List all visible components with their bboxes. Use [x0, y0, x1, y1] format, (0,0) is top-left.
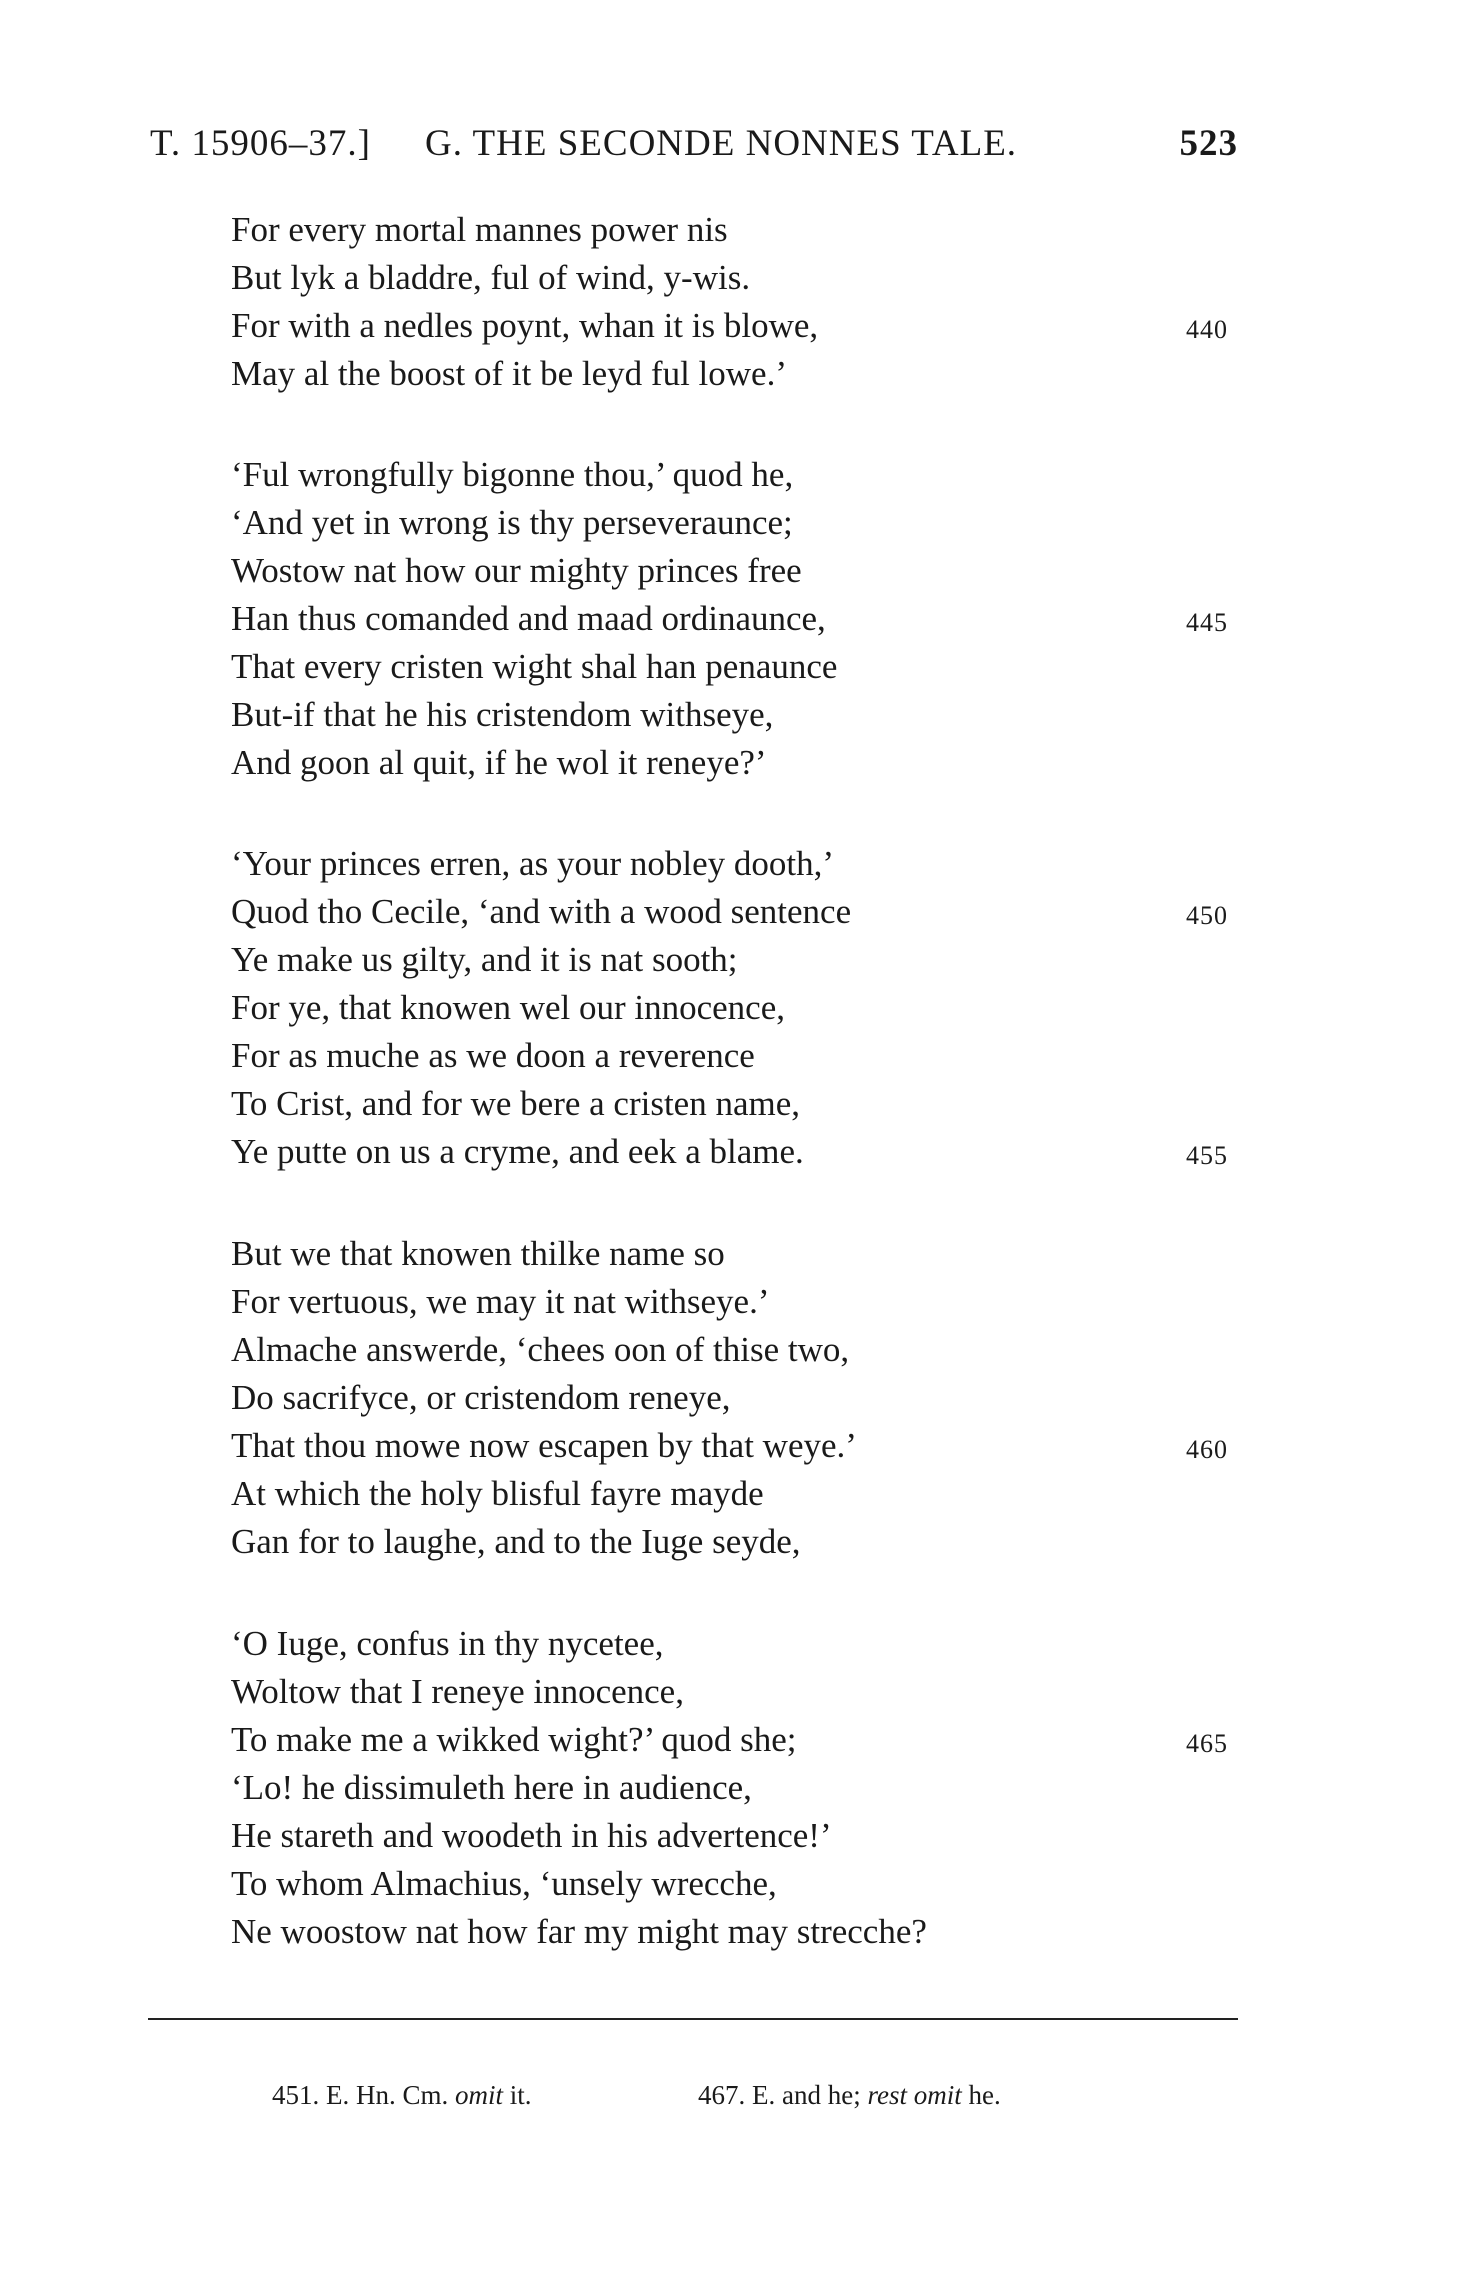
- line-number: 445: [1186, 608, 1228, 637]
- verse-text: He stareth and woodeth in his advertence!’: [231, 1816, 832, 1855]
- verse-line: [231, 350, 1241, 398]
- verse-line: [231, 1470, 1241, 1518]
- verse-line: [231, 1128, 1241, 1176]
- verse-line: [231, 254, 1241, 302]
- verse-line: [231, 1620, 1241, 1668]
- verse-text: To whom Almachius, ‘unsely wrecche,: [231, 1864, 777, 1903]
- verse-line: [231, 1374, 1241, 1422]
- footnote-text: it.: [509, 2080, 532, 2110]
- verse-line: [231, 1764, 1241, 1812]
- verse-line: [231, 302, 1241, 350]
- page-number: 523: [1179, 123, 1238, 164]
- verse-line: [231, 984, 1241, 1032]
- verse-text: ‘And yet in wrong is thy perseveraunce;: [231, 503, 793, 542]
- verse-text: For vertuous, we may it nat withseye.’: [231, 1282, 770, 1321]
- verse-line: [231, 1908, 1241, 1956]
- verse-line: [231, 1032, 1241, 1080]
- footnote-text: he.: [968, 2080, 1001, 2110]
- line-number: 465: [1186, 1729, 1228, 1758]
- verse-text: Gan for to laughe, and to the Iuge seyde,: [231, 1522, 801, 1561]
- line-number: 460: [1186, 1435, 1228, 1464]
- footnote: [698, 2080, 1001, 2111]
- verse-line: [231, 1518, 1241, 1566]
- stanza-3: [231, 840, 1241, 1176]
- verse-line: [231, 643, 1241, 691]
- verse-text: May al the boost of it be leyd ful lowe.’: [231, 354, 787, 393]
- verse-text: Do sacrifyce, or cristendom reneye,: [231, 1378, 731, 1417]
- verse-line: [231, 1326, 1241, 1374]
- verse-text: ‘Your princes erren, as your nobley dooth,’: [231, 844, 834, 883]
- footnote-italic: rest omit: [867, 2080, 962, 2110]
- stanza-5: [231, 1620, 1241, 1956]
- verse-line: [231, 206, 1241, 254]
- verse-text: But we that knowen thilke name so: [231, 1234, 725, 1273]
- verse-text: Wostow nat how our mighty princes free: [231, 551, 802, 590]
- verse-text: Han thus comanded and maad ordinaunce,: [231, 599, 826, 638]
- verse-line: [231, 1080, 1241, 1128]
- verse-line: [231, 451, 1241, 499]
- verse-text: To make me a wikked wight?’ quod she;: [231, 1720, 797, 1759]
- verse-line: [231, 888, 1241, 936]
- verse-line: [231, 1230, 1241, 1278]
- verse-text: Woltow that I reneye innocence,: [231, 1672, 684, 1711]
- verse-text: But lyk a bladdre, ful of wind, y-wis.: [231, 258, 751, 297]
- footnote-ref: 467.: [698, 2080, 746, 2110]
- footnotes: [0, 2080, 1473, 2120]
- footnote-text: E. and he;: [752, 2080, 861, 2110]
- verse-text: ‘Ful wrongfully bigonne thou,’ quod he,: [231, 455, 794, 494]
- stanza-2: [231, 451, 1241, 787]
- verse-line: [231, 1812, 1241, 1860]
- verse-text: For every mortal mannes power nis: [231, 210, 728, 249]
- footnote-divider: [148, 2018, 1238, 2020]
- verse-text: ‘O Iuge, confus in thy nycetee,: [231, 1624, 664, 1663]
- verse-text: Quod tho Cecile, ‘and with a wood sentence: [231, 892, 852, 931]
- verse-text: At which the holy blisful fayre mayde: [231, 1474, 764, 1513]
- verse-text: Almache answerde, ‘chees oon of thise two,: [231, 1330, 850, 1369]
- verse-text: And goon al quit, if he wol it reneye?’: [231, 743, 767, 782]
- verse-text: Ne woostow nat how far my might may strecche?: [231, 1912, 927, 1951]
- verse-line: [231, 547, 1241, 595]
- verse-text: For as muche as we doon a reverence: [231, 1036, 755, 1075]
- verse-text: For with a nedles poynt, whan it is blowe,: [231, 306, 819, 345]
- verse-text: Ye make us gilty, and it is nat sooth;: [231, 940, 738, 979]
- verse-text: That thou mowe now escapen by that weye.’: [231, 1426, 857, 1465]
- line-number: 440: [1186, 315, 1228, 344]
- verse-text: Ye putte on us a cryme, and eek a blame.: [231, 1132, 804, 1171]
- stanza-1: [231, 206, 1241, 398]
- verse-text: That every cristen wight shal han penaunce: [231, 647, 838, 686]
- verse-line: [231, 1422, 1241, 1470]
- verse-line: [231, 1278, 1241, 1326]
- verse-line: [231, 595, 1241, 643]
- verse-text: But-if that he his cristendom withseye,: [231, 695, 774, 734]
- footnote-italic: omit: [455, 2080, 504, 2110]
- verse-text: To Crist, and for we bere a cristen name,: [231, 1084, 801, 1123]
- verse-line: [231, 840, 1241, 888]
- stanza-4: [231, 1230, 1241, 1566]
- line-signature: T. 15906–37.]: [150, 123, 371, 164]
- verse-line: [231, 1716, 1241, 1764]
- verse-line: [231, 691, 1241, 739]
- verse-text: ‘Lo! he dissimuleth here in audience,: [231, 1768, 752, 1807]
- verse-text: For ye, that knowen wel our innocence,: [231, 988, 786, 1027]
- line-number: 450: [1186, 901, 1228, 930]
- running-header: [150, 122, 1238, 170]
- verse-line: [231, 739, 1241, 787]
- verse-line: [231, 936, 1241, 984]
- verse-line: [231, 499, 1241, 547]
- footnote-text: E. Hn. Cm.: [326, 2080, 449, 2110]
- footnote: [272, 2080, 532, 2111]
- verse-line: [231, 1860, 1241, 1908]
- verse-line: [231, 1668, 1241, 1716]
- footnote-ref: 451.: [272, 2080, 320, 2110]
- line-number: 455: [1186, 1141, 1228, 1170]
- tale-title: G. THE SECONDE NONNES TALE.: [425, 123, 1018, 164]
